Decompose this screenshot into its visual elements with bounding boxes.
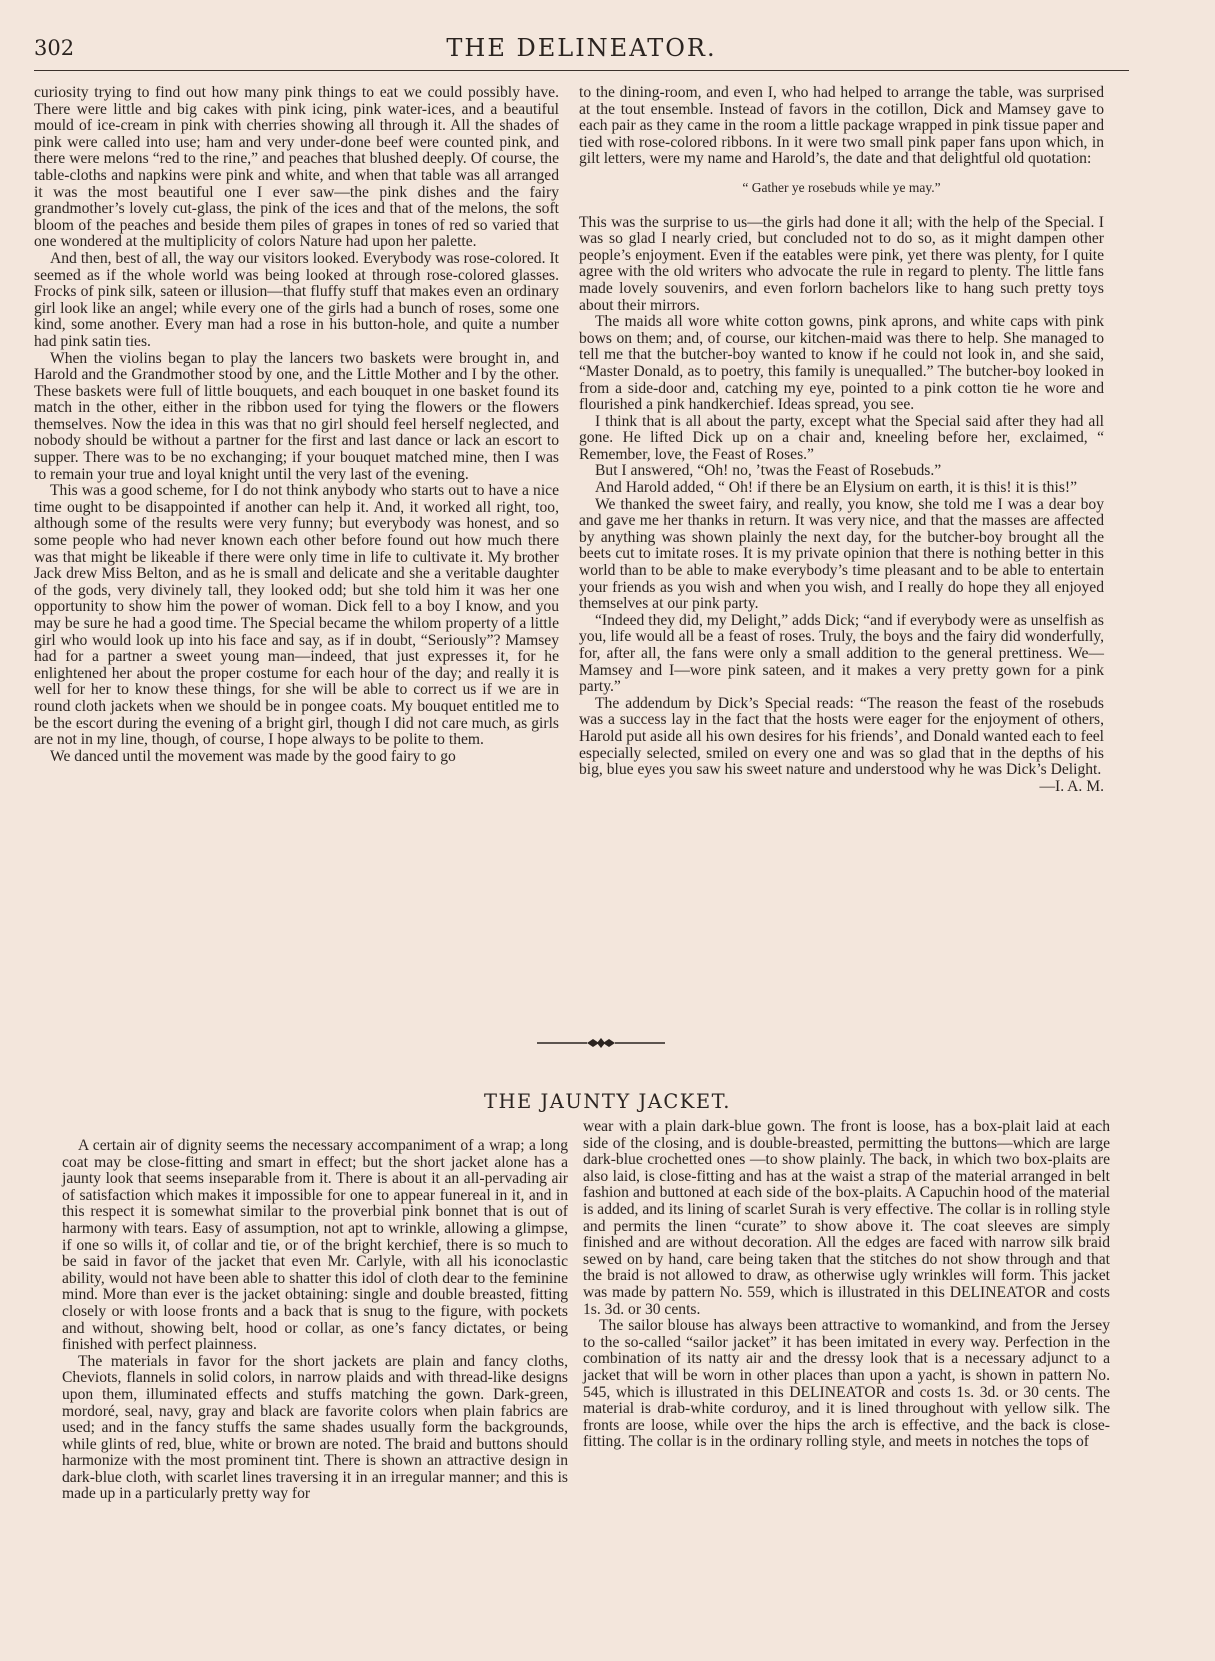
page-header [34, 32, 1129, 71]
paragraph: “Indeed they did, my Delight,” adds Dick; “and if everybody were as unselfish as you, life would all be a feast of roses. Truly, the boys and the fairy did wonderfully, for, after all, the fans were only a small addition to the general prettiness. We—Mamsey and I—wore pink sateen, and it makes a very pretty gown for a pink party.” [579, 611, 1104, 696]
paragraph: The sailor blouse has always been attractive to womankind, and from the Jersey to the so-called “sailor jacket” it has been imitated in every way. Perfection in the combination of its natty air and the dressy look that is a necessary adjunct to a jacket that will be worn in other places than upon a yacht, is shown in pattern No. 545, which is illustrated in this DELINEATOR and costs 1s. 3d. or 30 cents. The material is drab-white corduroy, and it is lined throughout with yellow silk. The fronts are loose, while over the hips the arch is effective, and the back is close-fitting. The collar is in the ordinary rolling style, and meets in notches the tops of [583, 1317, 1110, 1451]
article1-left-column [34, 85, 559, 765]
paragraph: When the violins began to play the lancers two baskets were brought in, and Harold and the Grandmother stood by one, and the Little Mother and I by the other. These baskets were full of little bouquets, and each bouquet in one basket found its match in the other, either in the ribbon used for tying the flowers or the flowers themselves. Now the idea in this was that no girl should feel herself neglected, and nobody should be without a partner for the first and last dance or lack an escort to supper. There was to be no exchanging; if your bouquet matched mine, then I was to remain your true and loyal knight until the very last of the evening. [34, 349, 559, 483]
author-signature: —I. A. M. [1039, 777, 1104, 795]
paragraph: to the dining-room, and even I, who had helped to arrange the table, was surprised at the tout ensemble. Instead of favors in the cotillon, Dick and Mamsey gave to each pair as they came in the room a little package wrapped in pink tissue paper and tied with rose-colored ribbons. In it were two small pink paper fans upon which, in gilt letters, were my name and Harold’s, the date and that delightful old quotation: [579, 84, 1104, 168]
ornamental-divider-icon [537, 1036, 665, 1050]
article1-right-column [579, 85, 1104, 795]
page-number: 302 [34, 36, 75, 60]
paragraph: The maids all wore white cotton gowns, pink aprons, and white caps with pink bows on them; and, of course, our kitchen-maid was there to help. She managed to tell me that the butcher-boy wanted to know if he could not look in, and she said, “Master Donald, as to poetry, this family is unequalled.” The butcher-boy looked in from a side-door and, catching my eye, pointed to a pink cotton tie he wore and flourished a pink handkerchief. Ideas spread, you see. [579, 313, 1104, 414]
paragraph: And Harold added, “ Oh! if there be an Elysium on earth, it is this! it is this!” [595, 479, 1077, 497]
paragraph: The addendum by Dick’s Special reads: “The reason the feast of the rosebuds was a success lay in the fact that the hosts were eager for the enjoyment of others, Harold put aside all his own desires for his friends’, and Donald wanted each to feel especially selected, smiled on every one and was so glad that in the depths of his big, blue eyes you saw his sweet nature and understood why he was Dick’s Delight. [579, 694, 1104, 779]
quotation: “ Gather ye rosebuds while ye may.” [742, 179, 941, 195]
paragraph: curiosity trying to find out how many pink things to eat we could possibly have. There were little and big cakes with pink icing, pink water-ices, and a beautiful mould of ice-cream in pink with cherries showing all through it. All the shades of pink were called into use; ham and very under-done beef were counted pink, and there were melons “red to the rine,” and peaches that blushed deeply. Of course, the table-cloths and napkins were pink and white, and when that table was all arranged it was the most beautiful one I ever saw—the pink dishes and the fairy grandmother’s lovely cut-glass, the pink of the ices and that of the melons, the soft bloom of the peaches and beside them piles of grapes in tones of red so varied that one wondered at the multiplicity of colors Nature had upon her palette. [34, 84, 559, 251]
paragraph: We thanked the sweet fairy, and really, you know, she told me I was a dear boy and gave me her thanks in return. It was very nice, and that the masses are affected by anything was shown plainly the next day, for the butcher-boy brought all the beets cut to imitate roses. It is my private opinion that there is nothing better in this world than to be able to make everybody’s time pleasant and to be able to entertain your friends as you wish and when you wish, and I really do hope they all enjoyed themselves at our pink party. [579, 495, 1104, 613]
paragraph: This was the surprise to us—the girls had done it all; with the help of the Special. I was so glad I nearly cried, but concluded not to do so, as it might dampen other people’s enjoyment. Even if the eatables were pink, yet there was plenty, for I quite agree with the old writers who advocate the rule in regard to plenty. The little fans made lovely souvenirs, and even forlorn bachelors like to hang such pretty toys about their mirrors. [579, 213, 1104, 314]
paragraph: But I answered, “Oh! no, ’twas the Feast of Rosebuds.” [595, 462, 942, 480]
paragraph: The materials in favor for the short jackets are plain and fancy cloths, Cheviots, flannels in solid colors, in narrow plaids and with thread-like designs upon them, illuminated effects and stuffs matching the gown. Dark-green, mordoré, seal, navy, gray and black are favorite colors when plain fabrics are used; and in the fancy stuffs the same shades usually form the backgrounds, while glints of red, blue, white or brown are noted. The braid and buttons should harmonize with the most prominent tint. There is shown an attractive design in dark-blue cloth, with scarlet lines traversing it in an irregular manner; and this is made up in a particularly pretty way for [62, 1352, 568, 1503]
article2-left-column [62, 1138, 568, 1503]
masthead-title: THE DELINEATOR. [446, 34, 717, 62]
paragraph: I think that is all about the party, except what the Special said after they had all gone. He lifted Dick up on a chair and, kneeling before her, exclaimed, “ Remember, love, the Feast of Roses.” [579, 412, 1104, 463]
paragraph: We danced until the movement was made by the good fairy to go [50, 747, 456, 765]
paragraph: And then, best of all, the way our visitors looked. Everybody was rose-colored. It seemed as if the whole world was being looked at through rose-colored glasses. Frocks of pink silk, sateen or illusion—that fluffy stuff that makes even an ordinary girl look like an angel; while every one of the girls had a bunch of roses, some one kind, some another. Every man had a rose in his button-hole, and quite a number had pink satin ties. [34, 249, 559, 350]
paragraph: This was a good scheme, for I do not think anybody who starts out to have a nice time ought to be disappointed if another can help it. And, it worked all right, too, although some of the results were very funny; but everybody was honest, and so some people who had never known each other before found out how much there was that might be likeable if there were only time in life to cultivate it. My brother Jack drew Miss Belton, and as he is small and delicate and she a veritable daughter of the gods, very divinely tall, they looked odd; but she told him it was her one opportunity to show him the power of woman. Dick fell to a boy I know, and you may be sure he had a good time. The Special became the whilom property of a little girl who would look up into his face and say, as if in doubt, “Seriously”? Mamsey had for a partner a sweet young man—indeed, that just expresses it, for he enlightened her about the proper costume for each hour of the day; and really it is well for her to know these things, for she will be able to correct us if we are in round cloth jackets when we should be in pongee coats. My bouquet entitled me to be the escort during the evening of a bright girl, though I did not care much, as girls are not in my line, though, of course, I hope always to be polite to them. [34, 482, 559, 749]
article2-right-column [583, 1119, 1110, 1451]
paragraph: wear with a plain dark-blue gown. The front is loose, has a box-plait laid at each side of the closing, and is double-breasted, permitting the buttons—which are large dark-blue crochetted ones —to show plainly. The back, in which two box-plaits are also laid, is close-fitting and has at the waist a strap of the material arranged in belt fashion and buttoned at each side of the box-plaits. A Capuchin hood of the material is added, and its lining of scarlet Surah is very effective. The collar is in rolling style and permits the linen “curate” to show above it. The coat sleeves are simply finished and are without decoration. All the edges are faced with narrow silk braid sewed on by hand, care being taken that the stitches do not show through and that the braid is not allowed to draw, as otherwise ugly wrinkles will form. This jacket was made by pattern No. 559, which is illustrated in this DELINEATOR and costs 1s. 3d. or 30 cents. [583, 1118, 1110, 1318]
paragraph: A certain air of dignity seems the necessary accompaniment of a wrap; a long coat may be close-fitting and smart in effect; but the short jacket alone has a jaunty look that seems inseparable from it. There is about it an all-pervading air of satisfaction which makes it impossible for one to appear funereal in it, and in this respect it is somewhat similar to the proverbial pink bonnet that is out of harmony with tears. Easy of assumption, not apt to wrinkle, allowing a glimpse, if one so wills it, of collar and tie, or of the bright kerchief, there is so much to be said in favor of the jacket that even Mr. Carlyle, with all his iconoclastic ability, would not have been able to shatter this idol of cloth dear to the feminine mind. More than ever is the jacket obtaining: single and double breasted, fitting closely or with loose fronts and a back that is snug to the figure, with pockets and without, showing belt, hood or collar, as one’s fancy dictates, or being finished with perfect plainness. [62, 1137, 568, 1354]
article-title: THE JAUNTY JACKET. [484, 1090, 731, 1113]
